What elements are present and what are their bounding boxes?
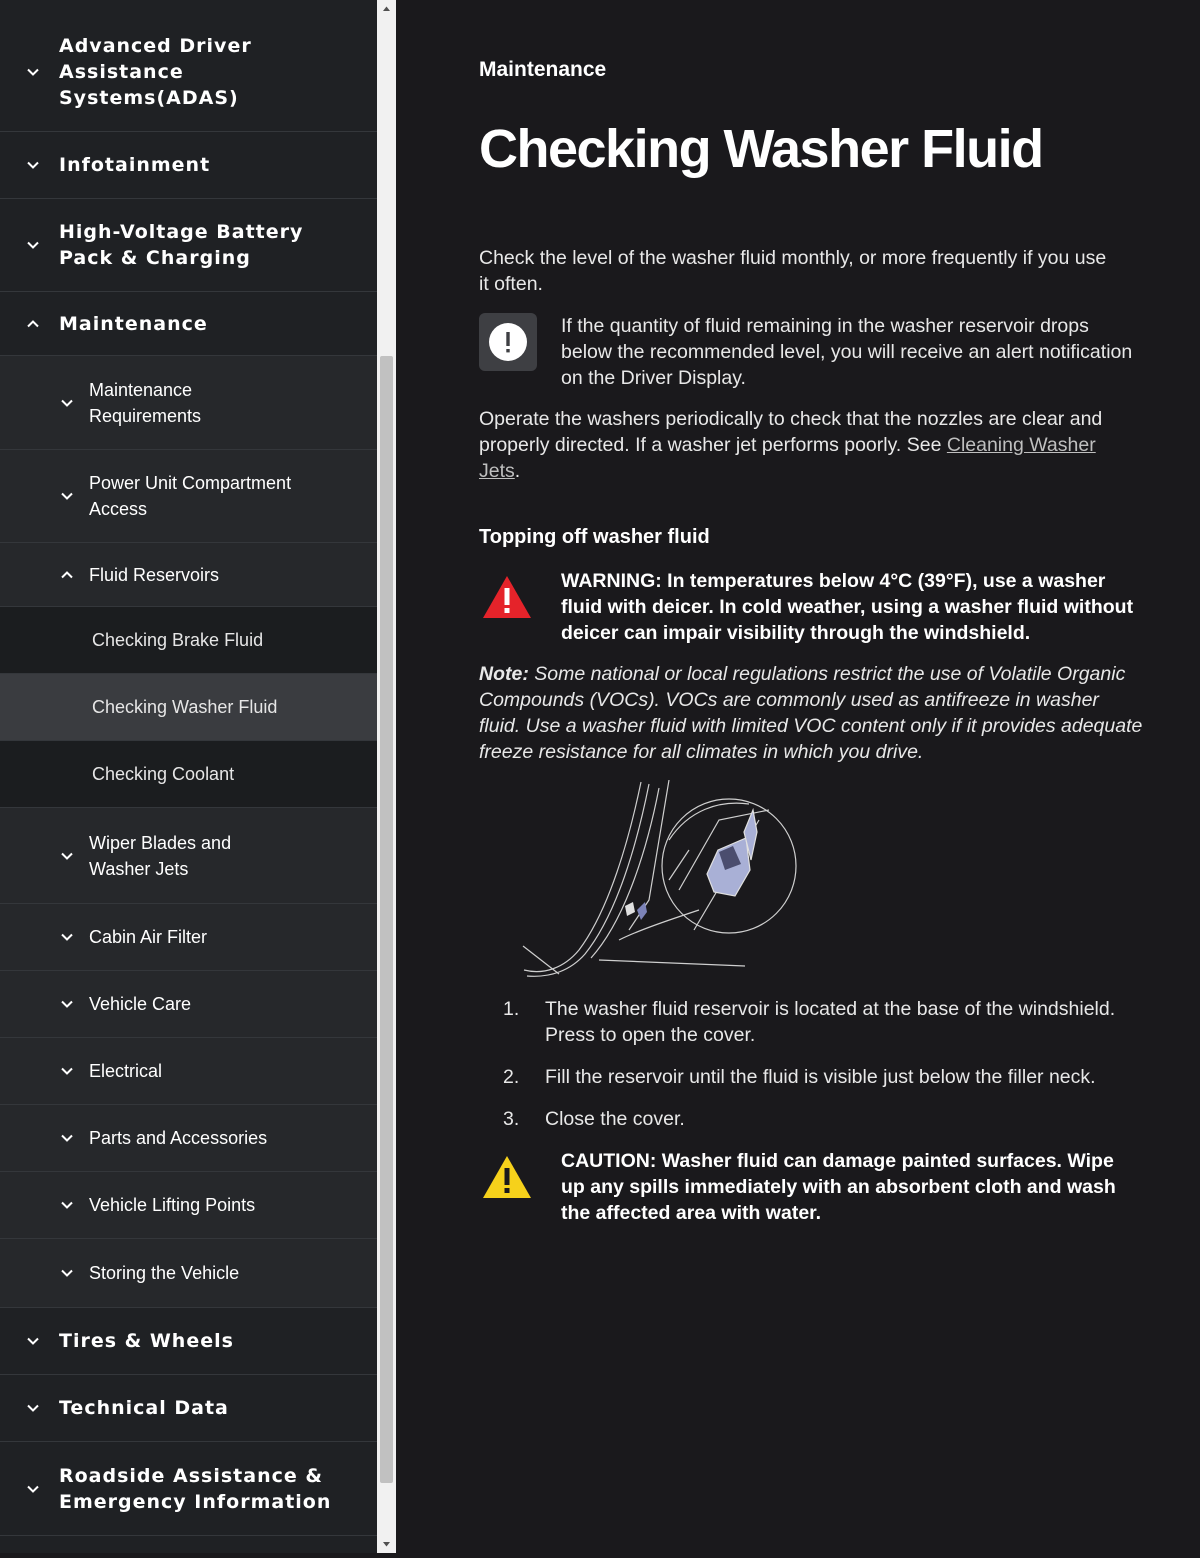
sidebar-item-label: Vehicle Lifting Points xyxy=(89,1195,256,1215)
scroll-up-arrow-icon[interactable] xyxy=(377,0,396,18)
warning-icon xyxy=(481,574,533,625)
sidebar-item-lifting-points[interactable] xyxy=(0,1172,377,1239)
sidebar-item-coolant[interactable] xyxy=(0,741,377,808)
operate-paragraph xyxy=(479,406,1119,484)
chevron-down-icon xyxy=(25,64,41,80)
sidebar-item-label: Electrical xyxy=(89,1061,163,1081)
step-text: The washer fluid reservoir is located at the base of the windshield. Press to open the cover. xyxy=(545,998,1116,1046)
sidebar-item-label: Infotainment xyxy=(59,154,211,176)
scrollbar-thumb[interactable] xyxy=(380,356,393,1483)
step-number: 1. xyxy=(503,998,520,1020)
sidebar-item-label: Checking Brake Fluid xyxy=(92,630,264,650)
chevron-down-icon xyxy=(25,1481,41,1497)
sidebar-item-vehicle-care[interactable] xyxy=(0,971,377,1038)
sidebar-item-brake-fluid[interactable] xyxy=(0,607,377,674)
chevron-down-icon xyxy=(59,1130,75,1146)
sidebar-item-label: Checking Washer Fluid xyxy=(92,697,278,717)
sidebar-item-adas[interactable] xyxy=(0,12,377,132)
caution-icon xyxy=(481,1154,533,1205)
sidebar-item-power-unit[interactable] xyxy=(0,450,377,543)
step-number: 2. xyxy=(503,1066,520,1088)
sidebar-item-label: Roadside Assistance & Emergency Information xyxy=(59,1464,332,1513)
sidebar-item-label: Power Unit Compartment Access xyxy=(89,473,292,519)
subheading: Topping off washer fluid xyxy=(479,526,710,548)
info-exclamation-icon xyxy=(479,313,537,371)
info-text: If the quantity of fluid remaining in the washer reservoir drops below the recommended level, you will receive an alert notification on the Driver Display. xyxy=(561,315,1133,389)
sidebar-item-label: Checking Coolant xyxy=(92,764,235,784)
sidebar-item-label: Tires & Wheels xyxy=(59,1330,234,1352)
sidebar-item-cabin-air-filter[interactable] xyxy=(0,904,377,971)
sidebar-scrollbar[interactable] xyxy=(377,0,396,1553)
chevron-down-icon xyxy=(59,848,75,864)
note-label: Note: xyxy=(479,663,529,685)
sidebar-item-electrical[interactable] xyxy=(0,1038,377,1105)
sidebar-item-maintenance-requirements[interactable] xyxy=(0,356,377,450)
sidebar-item-label: Parts and Accessories xyxy=(89,1128,268,1148)
sidebar-item-label: Vehicle Care xyxy=(89,994,192,1014)
sidebar-item-label: Advanced Driver Assistance Systems(ADAS) xyxy=(59,34,252,109)
chevron-down-icon xyxy=(59,395,75,411)
page-title: Checking Washer Fluid xyxy=(479,119,1043,179)
chevron-down-icon xyxy=(25,1400,41,1416)
chevron-down-icon xyxy=(59,1265,75,1281)
chevron-down-icon xyxy=(59,488,75,504)
step-text: Fill the reservoir until the fluid is visible just below the filler neck. xyxy=(545,1066,1096,1088)
chevron-down-icon xyxy=(25,1333,41,1349)
chevron-down-icon xyxy=(59,929,75,945)
chevron-down-icon xyxy=(25,237,41,253)
sidebar-item-label: Maintenance Requirements xyxy=(89,379,202,426)
sidebar-item-washer-fluid[interactable] xyxy=(0,674,377,741)
sidebar-item-label: Technical Data xyxy=(59,1397,229,1419)
sidebar-item-label: High-Voltage Battery Pack & Charging xyxy=(59,221,304,269)
sidebar-item-fluid-reservoirs[interactable] xyxy=(0,543,377,607)
cleaning-washer-jets-link[interactable]: Cleaning Washer Jets xyxy=(479,434,1096,482)
chevron-up-icon xyxy=(25,316,41,332)
sidebar-item-label: Wiper Blades and Washer Jets xyxy=(89,832,232,879)
sidebar-item-maintenance[interactable] xyxy=(0,292,377,356)
sidebar-nav xyxy=(0,0,377,1553)
sidebar-item-label: Cabin Air Filter xyxy=(89,927,208,947)
chevron-down-icon xyxy=(59,1197,75,1213)
sidebar-item-tires[interactable] xyxy=(0,1308,377,1375)
caution-text: CAUTION: Washer fluid can damage painted surfaces. Wipe up any spills immediately with an absorbent cloth and wash the affected area with water. xyxy=(561,1150,1116,1224)
operate-end: . xyxy=(514,460,521,482)
warning-text: WARNING: In temperatures below 4°C (39°F), use a washer fluid with deicer. In cold weather, using a washer fluid without deicer can impair visibility through the windshield. xyxy=(561,570,1134,644)
sidebar-item-storing[interactable] xyxy=(0,1239,377,1308)
sidebar-item-technical-data[interactable] xyxy=(0,1375,377,1442)
intro-paragraph: Check the level of the washer fluid monthly, or more frequently if you use it often. xyxy=(479,247,1107,295)
sidebar-item-label: Storing the Vehicle xyxy=(89,1263,240,1283)
chevron-down-icon xyxy=(25,157,41,173)
operate-text: Operate the washers periodically to check that the nozzles are clear and properly directed. If a washer jet performs poorly. See xyxy=(479,408,1103,456)
sidebar-item-battery[interactable] xyxy=(0,199,377,292)
washer-reservoir-diagram xyxy=(519,780,809,985)
note-paragraph xyxy=(479,661,1144,765)
note-text: Some national or local regulations restrict the use of Volatile Organic Compounds (VOCs). VOCs are commonly used as antifreeze in washer fluid. Use a washer fluid with limited VOC content only if it provides adequate freeze resistance for all climates in which you drive. xyxy=(479,663,1143,763)
scroll-down-arrow-icon[interactable] xyxy=(377,1535,396,1553)
sidebar-item-parts[interactable] xyxy=(0,1105,377,1172)
sidebar-item-wiper-blades[interactable] xyxy=(0,808,377,904)
chevron-down-icon xyxy=(59,1063,75,1079)
chevron-up-icon xyxy=(59,567,75,583)
sidebar-item-label: Fluid Reservoirs xyxy=(89,564,220,585)
sidebar-item-roadside[interactable] xyxy=(0,1442,377,1536)
step-number: 3. xyxy=(503,1108,520,1130)
chevron-down-icon xyxy=(59,996,75,1012)
section-label: Maintenance xyxy=(479,58,607,81)
step-text: Close the cover. xyxy=(545,1108,685,1130)
sidebar-item-infotainment[interactable] xyxy=(0,132,377,199)
sidebar-item-label: Maintenance xyxy=(59,312,208,335)
